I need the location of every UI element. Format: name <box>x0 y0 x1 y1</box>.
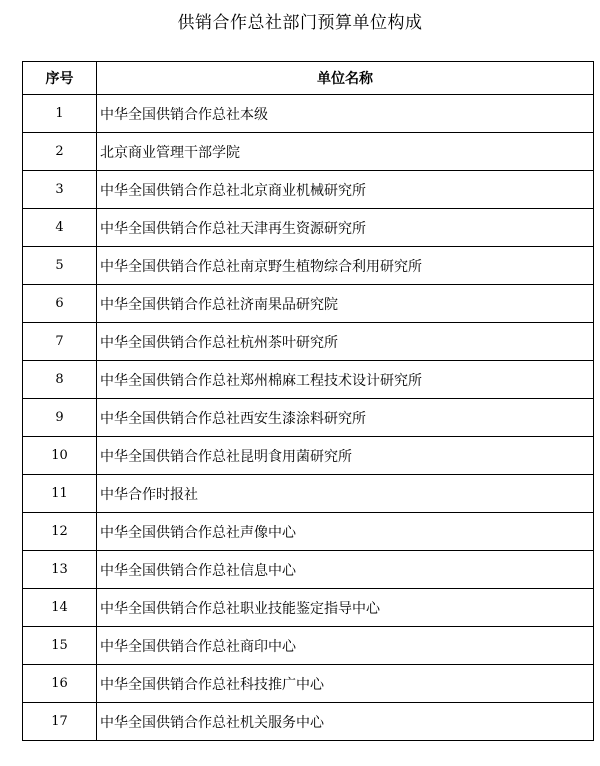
unit-name: 中华全国供销合作总社本级 <box>97 95 594 133</box>
header-number: 序号 <box>23 62 97 95</box>
row-number: 10 <box>23 437 97 475</box>
table-row <box>23 703 594 741</box>
row-number: 13 <box>23 551 97 589</box>
table-row <box>23 627 594 665</box>
unit-name: 中华全国供销合作总社杭州茶叶研究所 <box>97 323 594 361</box>
row-number: 4 <box>23 209 97 247</box>
row-number: 7 <box>23 323 97 361</box>
unit-name: 中华全国供销合作总社信息中心 <box>97 551 594 589</box>
row-number: 15 <box>23 627 97 665</box>
unit-name: 中华全国供销合作总社科技推广中心 <box>97 665 594 703</box>
table-row <box>23 399 594 437</box>
row-number: 14 <box>23 589 97 627</box>
table-row <box>23 285 594 323</box>
unit-name: 中华全国供销合作总社机关服务中心 <box>97 703 594 741</box>
row-number: 6 <box>23 285 97 323</box>
table-row <box>23 95 594 133</box>
row-number: 17 <box>23 703 97 741</box>
unit-name: 中华全国供销合作总社郑州棉麻工程技术设计研究所 <box>97 361 594 399</box>
budget-unit-table <box>22 61 594 741</box>
row-number: 8 <box>23 361 97 399</box>
table-row <box>23 209 594 247</box>
unit-name: 中华全国供销合作总社声像中心 <box>97 513 594 551</box>
unit-name: 中华全国供销合作总社济南果品研究院 <box>97 285 594 323</box>
row-number: 11 <box>23 475 97 513</box>
row-number: 1 <box>23 95 97 133</box>
table-row <box>23 665 594 703</box>
unit-name: 北京商业管理干部学院 <box>97 133 594 171</box>
unit-name: 中华全国供销合作总社北京商业机械研究所 <box>97 171 594 209</box>
table-row <box>23 133 594 171</box>
unit-name: 中华全国供销合作总社天津再生资源研究所 <box>97 209 594 247</box>
unit-name: 中华全国供销合作总社南京野生植物综合利用研究所 <box>97 247 594 285</box>
table-row <box>23 171 594 209</box>
page-title: 供销合作总社部门预算单位构成 <box>177 13 423 33</box>
row-number: 3 <box>23 171 97 209</box>
table-row <box>23 475 594 513</box>
row-number: 9 <box>23 399 97 437</box>
table-row <box>23 361 594 399</box>
unit-name: 中华全国供销合作总社职业技能鉴定指导中心 <box>97 589 594 627</box>
table-header-row <box>23 62 594 95</box>
unit-name: 中华合作时报社 <box>97 475 594 513</box>
row-number: 5 <box>23 247 97 285</box>
table-row <box>23 437 594 475</box>
row-number: 2 <box>23 133 97 171</box>
table-row <box>23 323 594 361</box>
unit-name: 中华全国供销合作总社西安生漆涂料研究所 <box>97 399 594 437</box>
unit-name: 中华全国供销合作总社商印中心 <box>97 627 594 665</box>
table-row <box>23 247 594 285</box>
header-unit-name: 单位名称 <box>97 62 594 95</box>
table-row <box>23 589 594 627</box>
row-number: 12 <box>23 513 97 551</box>
table-row <box>23 551 594 589</box>
table-row <box>23 513 594 551</box>
row-number: 16 <box>23 665 97 703</box>
unit-name: 中华全国供销合作总社昆明食用菌研究所 <box>97 437 594 475</box>
